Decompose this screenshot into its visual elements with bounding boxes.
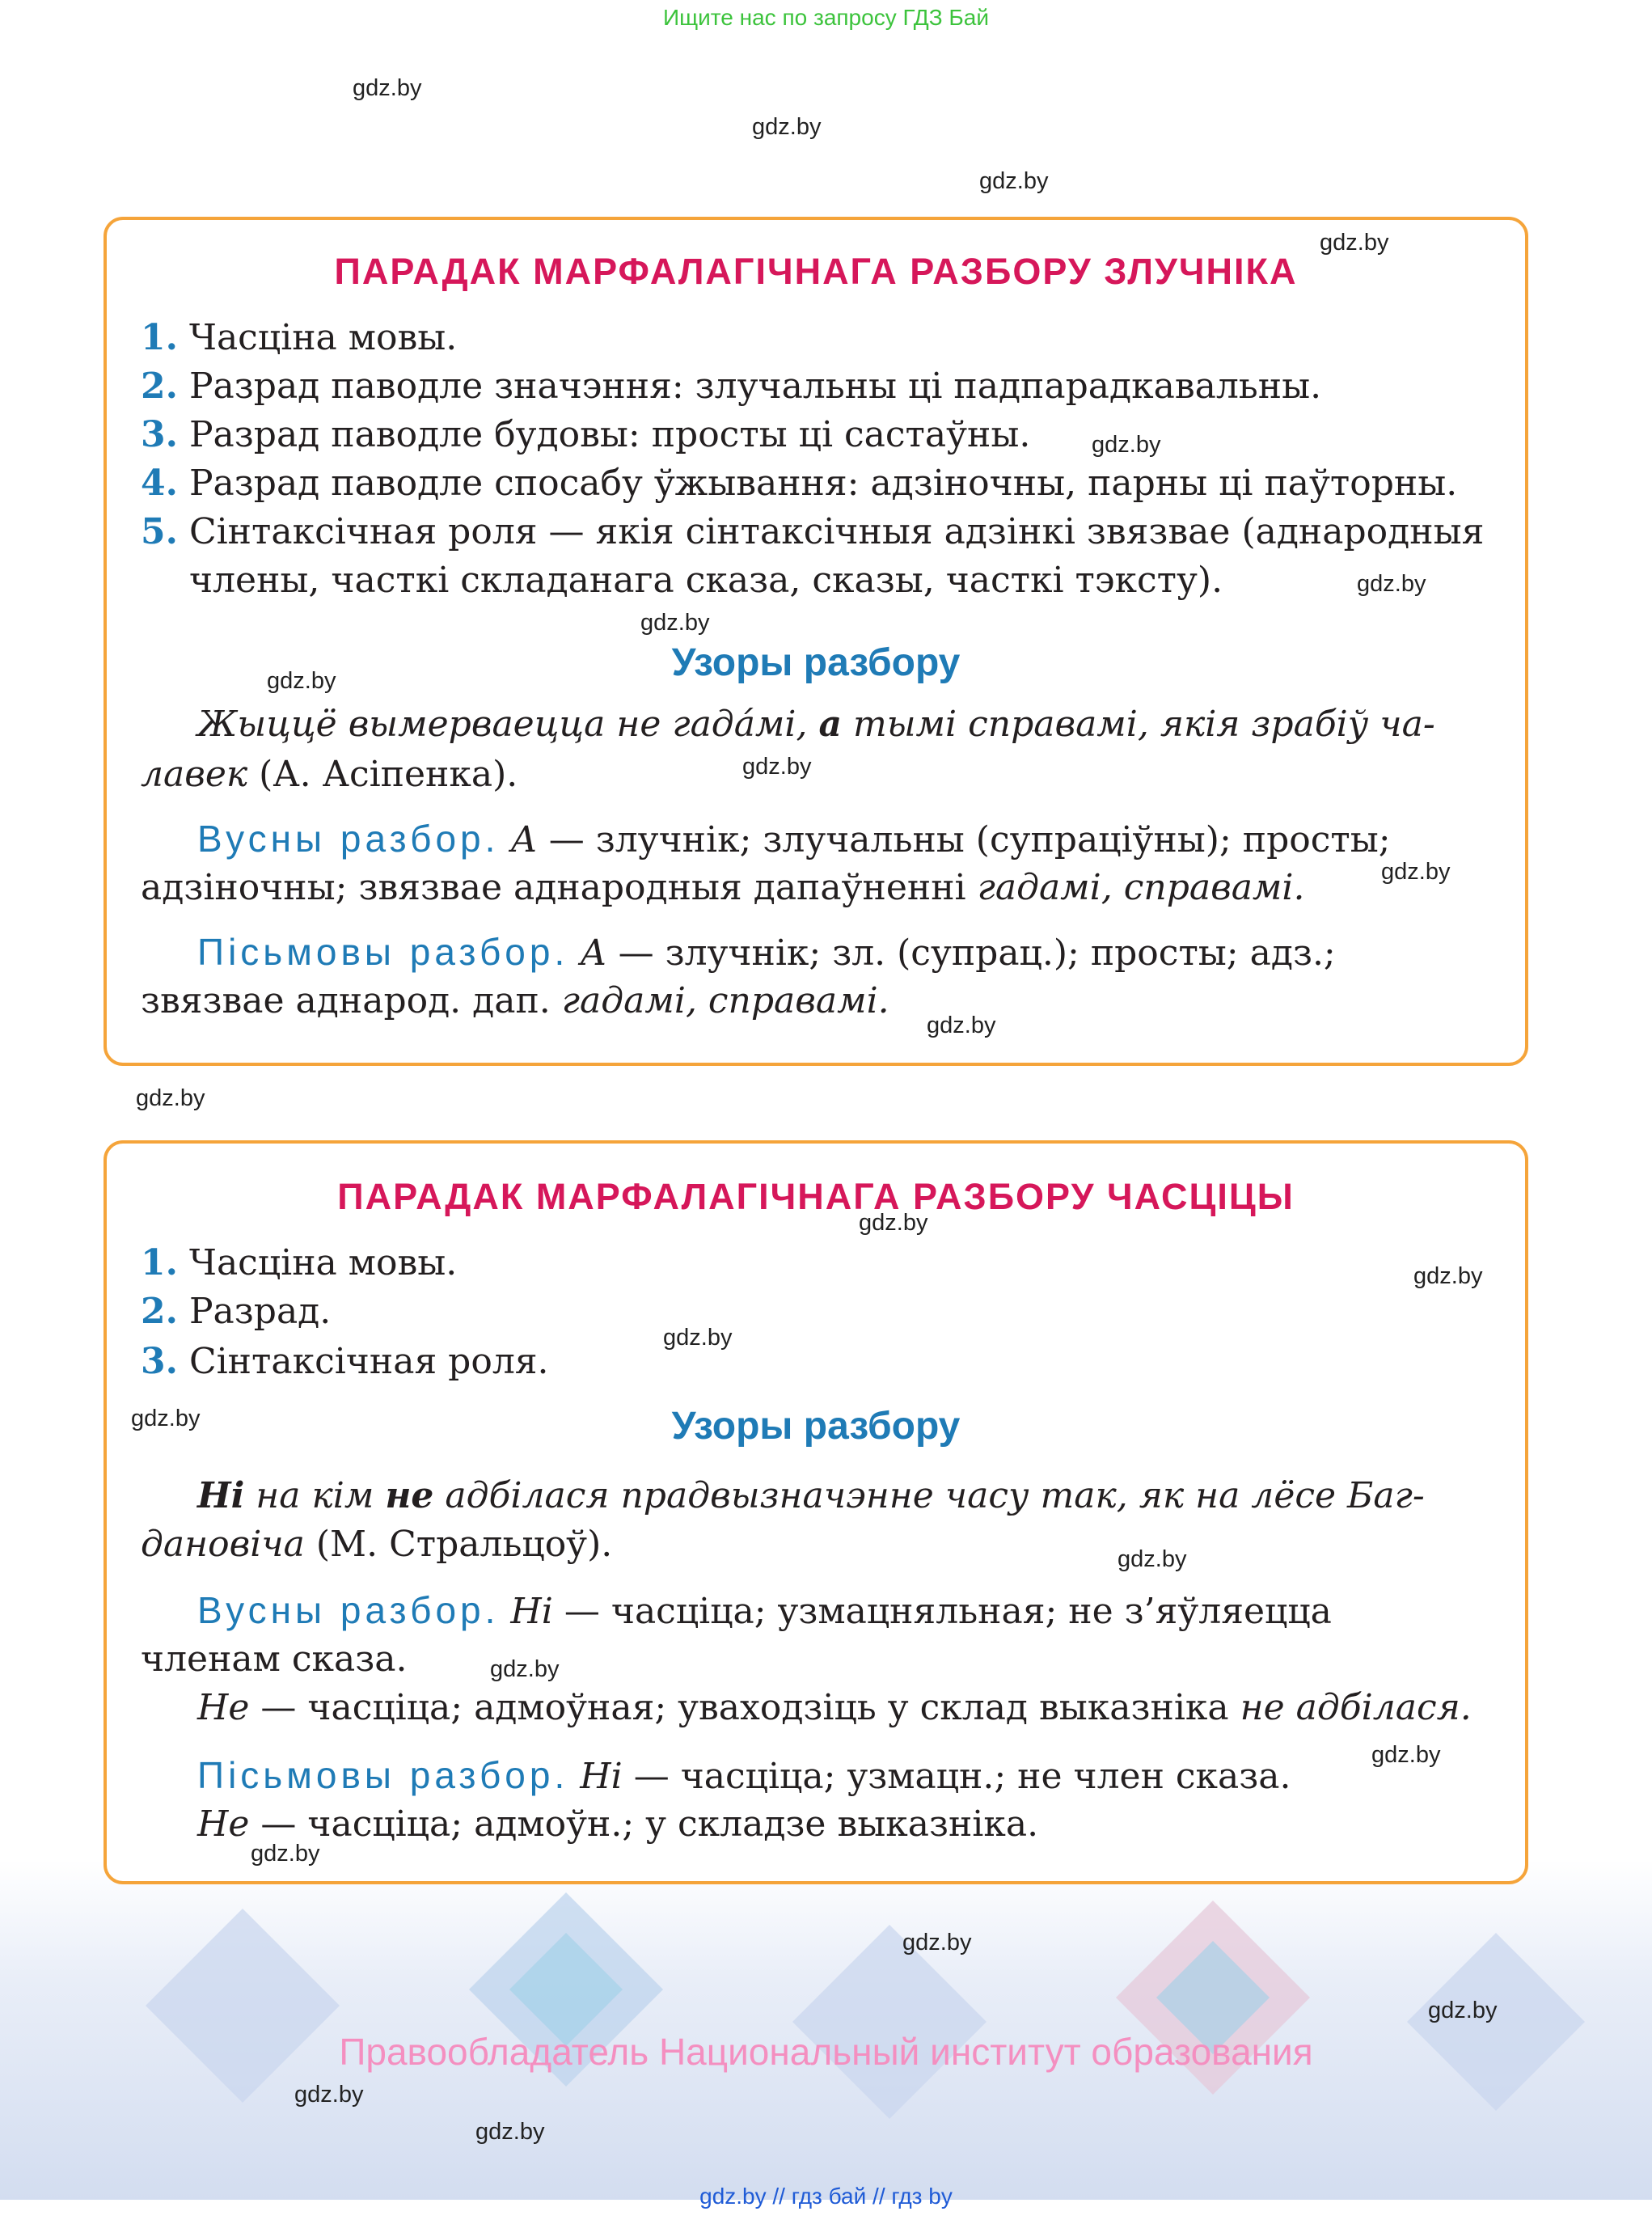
example-sentence: Жыццё вымерваецца не гада́мі, а тымі справамі, якія зрабіў ча- — [197, 704, 1435, 745]
list-item: 2. Разрад паводле значэння: злучальны ці падпарадкавальны. — [141, 366, 1322, 407]
watermark: gdz.by — [859, 1210, 928, 1236]
watermark: gdz.by — [742, 754, 812, 780]
oral-analysis: Вусны разбор. Ні — часціца; узмацняльная; не з’яўляецца — [197, 1589, 1332, 1632]
watermark: gdz.by — [353, 75, 422, 101]
watermark: gdz.by — [1357, 571, 1426, 597]
example-sentence: Ні на кім не адбілася прадвызначэнне часу так, як на лёсе Баг- — [197, 1475, 1425, 1516]
list-item: 1. Часціна мовы. — [141, 1242, 458, 1283]
watermark: gdz.by — [294, 2082, 364, 2108]
watermark: gdz.by — [663, 1325, 733, 1351]
copyright-notice: Правообладатель Национальный институт образования — [339, 2031, 1313, 2073]
bottom-links[interactable]: gdz.by // гдз бай // гдз by — [699, 2184, 953, 2209]
watermark: gdz.by — [1371, 1742, 1441, 1768]
written-analysis: Пісьмовы разбор. А — злучнік; зл. (супрац.); просты; адз.; — [197, 931, 1336, 974]
oral-analysis-cont: членам сказа. — [141, 1638, 408, 1680]
list-item: 3. Разрад паводле будовы: просты ці састаўны. — [141, 414, 1031, 455]
list-item: 1. Часціна мовы. — [141, 317, 458, 358]
watermark: gdz.by — [902, 1930, 972, 1956]
watermark: gdz.by — [251, 1841, 320, 1867]
watermark: gdz.by — [136, 1085, 205, 1111]
box-title: ПАРАДАК МАРФАЛАГІЧНАГА РАЗБОРУ ЧАСЦІЦЫ — [337, 1176, 1295, 1217]
list-item: 4. Разрад паводле спосабу ўжывання: адзіночны, парны ці паўторны. — [141, 463, 1458, 504]
watermark: gdz.by — [752, 114, 822, 140]
watermark: gdz.by — [490, 1656, 560, 1682]
examples-title: Узоры разбору — [671, 1405, 961, 1448]
list-item: 2. Разрад. — [141, 1291, 332, 1332]
box-title: ПАРАДАК МАРФАЛАГІЧНАГА РАЗБОРУ ЗЛУЧНІКА — [334, 251, 1298, 292]
particle-analysis-box — [104, 1140, 1528, 1884]
watermark: gdz.by — [1320, 230, 1389, 256]
list-item: 3. Сінтаксічная роля. — [141, 1341, 549, 1382]
list-item: 5. Сінтаксічная роля — якія сінтаксічныя адзінкі звязвае (аднародныя — [141, 511, 1485, 552]
conjunction-analysis-box — [104, 217, 1528, 1066]
watermark: gdz.by — [267, 668, 336, 694]
examples-title: Узоры разбору — [671, 641, 961, 684]
watermark: gdz.by — [1428, 1998, 1498, 2023]
top-banner[interactable]: Ищите нас по запросу ГДЗ Бай — [662, 5, 990, 30]
watermark: gdz.by — [131, 1406, 201, 1431]
oral-analysis-ne: Не — часціца; адмоўная; уваходзіць у склад выказніка не адбілася. — [197, 1687, 1472, 1728]
watermark: gdz.by — [475, 2119, 545, 2145]
watermark: gdz.by — [927, 1013, 996, 1038]
written-analysis-cont: звязвае аднарод. дап. гадамі, справамі. — [141, 980, 889, 1021]
watermark: gdz.by — [1381, 859, 1451, 885]
oral-analysis-cont: адзіночны; звязвае аднародныя дапаўненні гадамі, справамі. — [141, 867, 1305, 908]
watermark: gdz.by — [1118, 1546, 1187, 1572]
example-sentence-cont: дановіча (М. Стральцоў). — [141, 1524, 613, 1565]
example-sentence-cont: лавек (А. Асіпенка). — [141, 754, 518, 795]
list-item-continuation: члены, часткі складанага сказа, сказы, часткі тэксту). — [189, 560, 1223, 601]
oral-analysis: Вусны разбор. А — злучнік; злучальны (супраціўны); просты; — [197, 818, 1391, 860]
watermark: gdz.by — [1413, 1263, 1483, 1289]
watermark: gdz.by — [979, 168, 1049, 194]
watermark: gdz.by — [1092, 432, 1161, 458]
written-analysis: Пісьмовы разбор. Ні — часціца; узмацн.; не член сказа. — [197, 1754, 1291, 1797]
watermark: gdz.by — [640, 610, 710, 636]
written-analysis-ne: Не — часціца; адмоўн.; у складзе выказніка. — [197, 1803, 1039, 1845]
